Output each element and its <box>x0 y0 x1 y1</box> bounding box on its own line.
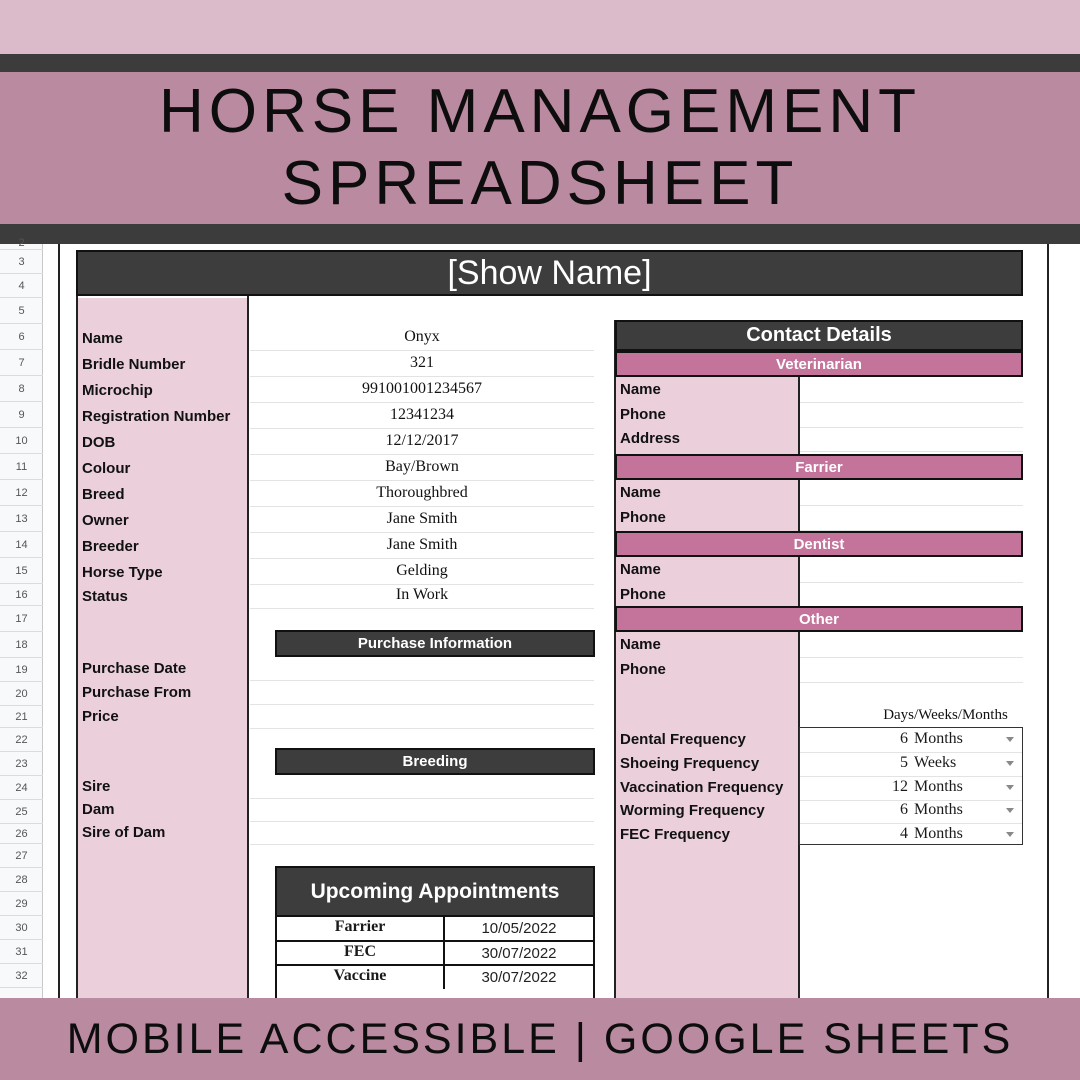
contact-field-gridline <box>800 682 1023 683</box>
breeding-title: Breeding <box>402 753 468 770</box>
appointment-row-divider <box>277 915 593 917</box>
field-value[interactable]: Onyx <box>404 328 440 345</box>
frequency-unit-dropdown[interactable]: Months <box>914 801 963 818</box>
breeding-field-label: Sire of Dam <box>82 824 166 841</box>
frequency-number[interactable]: 4 <box>900 825 908 842</box>
cell-gridline <box>250 532 594 533</box>
banner-title-line-2: SPREADSHEET <box>281 149 799 218</box>
frequency-label: Worming Frequency <box>620 802 765 819</box>
row-number: 23 <box>0 752 43 776</box>
upcoming-appointments-header <box>277 868 593 915</box>
dropdown-arrow-icon[interactable] <box>1006 832 1014 837</box>
field-label: Owner <box>82 512 129 529</box>
frequency-unit-dropdown[interactable]: Months <box>914 730 963 747</box>
field-value[interactable]: 991001001234567 <box>362 380 482 397</box>
contact-field-label: Phone <box>620 660 666 678</box>
cell-gridline <box>250 402 594 403</box>
contact-section-header-3: Other <box>615 606 1023 632</box>
appointment-type: Vaccine <box>333 967 387 984</box>
horse-label-column-border-left <box>76 296 78 998</box>
contact-section-header-0: Veterinarian <box>615 351 1023 377</box>
frequency-unit-dropdown[interactable]: Months <box>914 825 963 842</box>
frequency-label: Vaccination Frequency <box>620 779 784 796</box>
field-label: DOB <box>82 434 116 451</box>
cell-gridline <box>250 821 594 822</box>
field-value[interactable]: Bay/Brown <box>385 458 459 475</box>
row-number: 21 <box>0 706 43 728</box>
field-label: Status <box>82 588 128 605</box>
frequency-number[interactable]: 5 <box>900 754 908 771</box>
field-label: Bridle Number <box>82 356 186 373</box>
row-number: 16 <box>0 584 43 606</box>
field-label: Horse Type <box>82 564 163 581</box>
field-label: Microchip <box>82 382 153 399</box>
frequency-input-box <box>799 727 1023 845</box>
row-number: 2 <box>0 236 43 250</box>
row-number: 18 <box>0 632 43 658</box>
row-number: 10 <box>0 428 43 454</box>
upcoming-appointments-table <box>275 866 595 1006</box>
banner-dark-bar-top <box>0 54 1080 72</box>
spreadsheet-area[interactable] <box>0 236 1080 998</box>
cell-gridline <box>250 428 594 429</box>
row-number: 24 <box>0 776 43 800</box>
frequency-label: FEC Frequency <box>620 826 731 843</box>
cell-gridline <box>250 350 594 351</box>
frequency-units-header: Days/Weeks/Months <box>883 707 1008 723</box>
row-number: 19 <box>0 658 43 682</box>
field-value[interactable]: In Work <box>395 586 449 603</box>
row-number: 15 <box>0 558 43 584</box>
frequency-unit-dropdown[interactable]: Months <box>914 778 963 795</box>
field-value[interactable]: Thoroughbred <box>376 484 468 501</box>
row-number: 26 <box>0 824 43 844</box>
purchase-information-header <box>275 630 595 657</box>
frequency-unit-dropdown[interactable]: Weeks <box>914 754 957 771</box>
field-value[interactable]: 12341234 <box>390 406 454 423</box>
contact-field-label: Name <box>620 561 661 578</box>
field-label: Registration Number <box>82 408 231 425</box>
row-number: 25 <box>0 800 43 824</box>
row-number: 20 <box>0 682 43 706</box>
row-number: 8 <box>0 376 43 402</box>
contact-field-gridline <box>800 402 1023 403</box>
frequency-number[interactable]: 12 <box>892 778 908 795</box>
purchase-information-title: Purchase Information <box>357 635 513 652</box>
breeding-field-label: Sire <box>82 778 111 795</box>
contact-field-label: Phone <box>620 508 666 526</box>
contact-field-label: Phone <box>620 585 666 603</box>
contact-field-gridline <box>800 582 1023 583</box>
row-number: 4 <box>0 274 43 298</box>
horse-label-column-border <box>247 296 249 998</box>
field-value[interactable]: 321 <box>410 354 434 371</box>
horse-label-column <box>78 298 247 998</box>
title-banner <box>0 72 1080 224</box>
show-name-title: [Show Name] <box>447 253 652 292</box>
contact-column-border-right <box>798 350 800 998</box>
frequency-gridline <box>800 823 1022 824</box>
row-number: 27 <box>0 844 43 868</box>
dropdown-arrow-icon[interactable] <box>1006 761 1014 766</box>
footer-text: MOBILE ACCESSIBLE | GOOGLE SHEETS <box>66 1014 1014 1063</box>
banner-title-line-1: HORSE MANAGEMENT <box>158 77 922 146</box>
field-value[interactable]: Jane Smith <box>386 510 458 527</box>
field-label: Name <box>82 330 123 347</box>
breeding-field-label: Dam <box>82 801 115 818</box>
contact-details-title: Contact Details <box>746 324 892 346</box>
field-label: Breeder <box>82 538 139 555</box>
contact-field-gridline <box>800 427 1023 428</box>
cell-gridline <box>250 728 594 729</box>
footer-banner <box>0 998 1080 1080</box>
appointment-date[interactable]: 30/07/2022 <box>481 969 557 986</box>
dropdown-arrow-icon[interactable] <box>1006 737 1014 742</box>
row-number: 13 <box>0 506 43 532</box>
cell-gridline <box>250 844 594 845</box>
breeding-header <box>275 748 595 775</box>
contact-section-header-1: Farrier <box>615 454 1023 480</box>
contact-field-gridline <box>800 505 1023 506</box>
contact-section-header-2: Dentist <box>615 531 1023 557</box>
row-number: 5 <box>0 298 43 324</box>
appointment-date[interactable]: 30/07/2022 <box>481 944 557 962</box>
contact-field-label: Phone <box>620 405 666 423</box>
frequency-label: Dental Frequency <box>620 731 746 748</box>
field-value[interactable]: Jane Smith <box>386 536 458 553</box>
appointment-type: FEC <box>344 942 376 960</box>
purchase-field-label: Purchase From <box>82 684 192 701</box>
contact-column-border-left <box>614 320 616 998</box>
cell-gridline <box>250 454 594 455</box>
frequency-gridline <box>800 776 1022 777</box>
sheet-border-right <box>1047 244 1049 998</box>
cell-gridline <box>250 558 594 559</box>
purchase-field-label: Price <box>82 708 119 725</box>
field-value[interactable]: 12/12/2017 <box>385 432 459 449</box>
appointment-type: Farrier <box>334 918 386 935</box>
row-number: 9 <box>0 402 43 428</box>
dropdown-arrow-icon[interactable] <box>1006 808 1014 813</box>
banner-top-strip <box>0 0 1080 54</box>
row-number: 12 <box>0 480 43 506</box>
contact-field-label: Name <box>620 484 661 501</box>
purchase-field-label: Purchase Date <box>82 660 187 677</box>
cell-gridline <box>250 798 594 799</box>
sheet-border-left <box>58 244 60 998</box>
row-number: 14 <box>0 532 43 558</box>
field-label: Breed <box>82 486 125 503</box>
frequency-label: Shoeing Frequency <box>620 755 760 772</box>
cell-gridline <box>250 680 594 681</box>
upcoming-appointments-title: Upcoming Appointments <box>310 879 560 903</box>
appointment-row-divider <box>277 964 593 966</box>
banner-dark-bar-bottom <box>0 224 1080 244</box>
show-name-header[interactable] <box>76 250 1023 296</box>
dropdown-arrow-icon[interactable] <box>1006 785 1014 790</box>
row-number: 7 <box>0 350 43 376</box>
cell-gridline <box>250 480 594 481</box>
field-label: Colour <box>82 460 131 477</box>
row-number: 17 <box>0 606 43 632</box>
row-number: 31 <box>0 940 43 964</box>
contact-field-gridline <box>800 451 1023 452</box>
contact-field-label: Name <box>620 636 661 653</box>
contact-details-header <box>615 320 1023 351</box>
cell-gridline <box>250 506 594 507</box>
appointment-row-divider <box>277 940 593 942</box>
field-value[interactable]: Gelding <box>396 562 448 579</box>
frequency-number[interactable]: 6 <box>900 801 908 818</box>
frequency-gridline <box>800 800 1022 801</box>
contact-field-gridline <box>800 657 1023 658</box>
appointment-date[interactable]: 10/05/2022 <box>481 920 557 937</box>
contact-field-label: Name <box>620 381 661 398</box>
cell-gridline <box>250 584 594 585</box>
cell-gridline <box>250 608 594 609</box>
row-number: 11 <box>0 454 43 480</box>
cell-gridline <box>250 704 594 705</box>
contact-field-label: Address <box>620 430 681 447</box>
cell-gridline <box>250 376 594 377</box>
row-number: 6 <box>0 324 43 350</box>
row-number: 29 <box>0 892 43 916</box>
row-number: 30 <box>0 916 43 940</box>
row-number: 22 <box>0 728 43 752</box>
row-number: 28 <box>0 868 43 892</box>
row-number: 32 <box>0 964 43 988</box>
frequency-gridline <box>800 752 1022 753</box>
frequency-number[interactable]: 6 <box>900 730 908 747</box>
row-number: 3 <box>0 250 43 274</box>
